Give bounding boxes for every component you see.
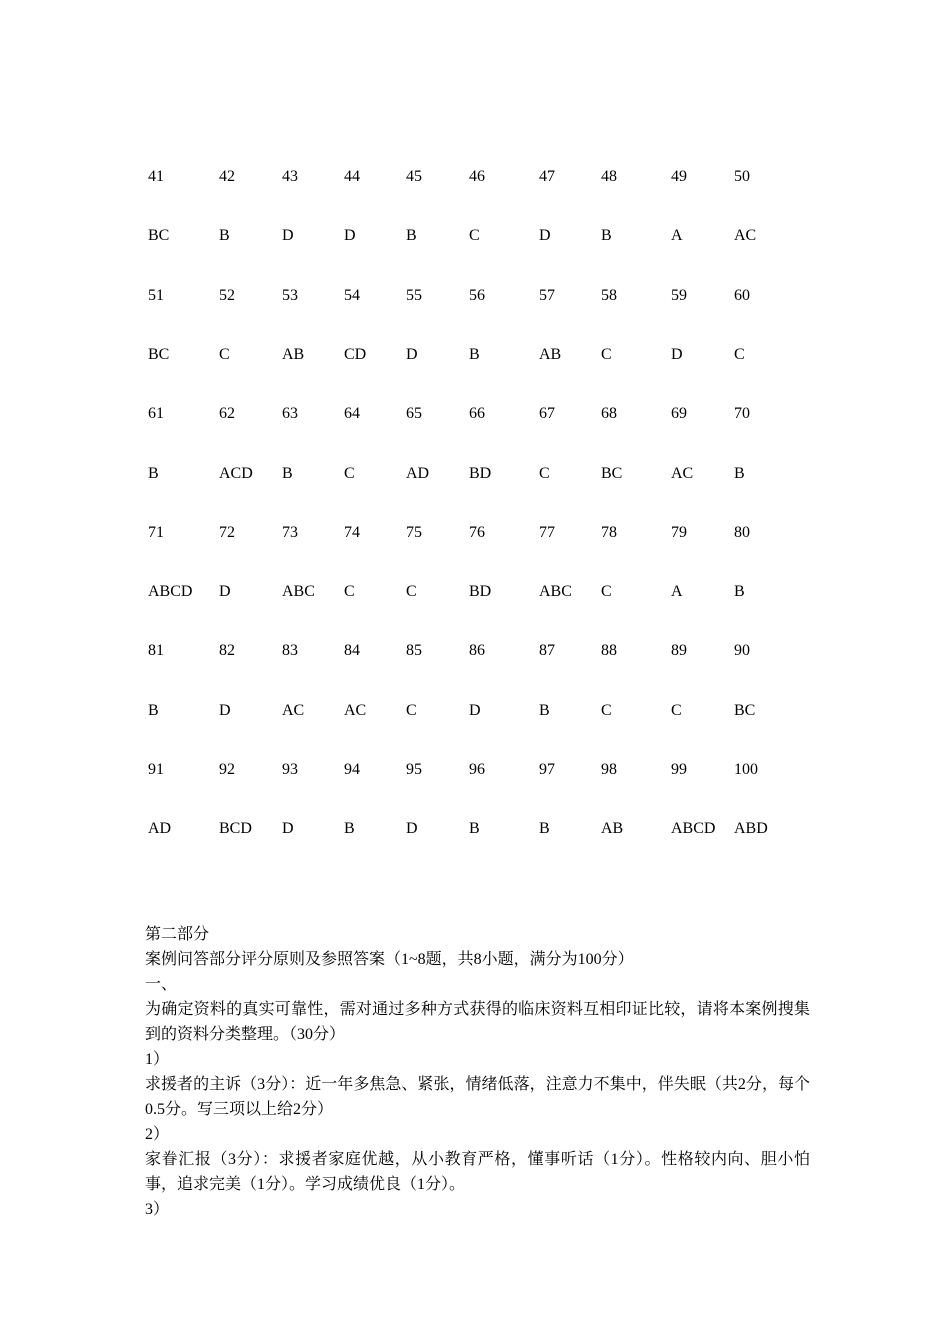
answer-cell: D <box>344 227 356 245</box>
question-number-cell: 99 <box>671 761 687 778</box>
question-number-cell: 55 <box>406 286 422 304</box>
question-number: 一、 <box>145 976 178 993</box>
answer-cell: D <box>282 227 294 245</box>
question-number-cell: 91 <box>148 761 164 778</box>
question-number-cell: 57 <box>539 286 555 304</box>
question-text: 为确定资料的真实可靠性，需对通过多种方式获得的临床资料互相印证比较，请将本案例搜集到的资料分类整理。（30分） <box>145 1001 810 1043</box>
answer-cell: D <box>406 820 418 838</box>
answer-cell: AD <box>406 464 430 482</box>
question-number-cell: 72 <box>219 523 235 541</box>
question-number-cell: 71 <box>148 523 164 541</box>
part-title: 第二部分 <box>145 926 210 943</box>
answer-cell: BC <box>148 345 170 363</box>
item-1-label: 1） <box>145 1051 170 1068</box>
item-3-label: 3） <box>145 1201 170 1218</box>
answer-cell: C <box>601 583 612 601</box>
answer-cell: C <box>734 345 745 363</box>
answer-row <box>0 581 950 603</box>
answer-cell: D <box>469 701 481 719</box>
answer-cell: B <box>406 227 417 245</box>
answer-row <box>0 344 950 366</box>
answer-cell: B <box>282 464 293 482</box>
question-number-cell: 59 <box>671 286 687 304</box>
question-number-cell: 65 <box>406 405 422 423</box>
question-number-row <box>0 285 950 307</box>
item-2-text: 家眷汇报（3分）：求援者家庭优越，从小教育严格，懂事听话（1分）。性格较内向、胆小怕事，追求完美（1分）。学习成绩优良（1分）。 <box>145 1151 810 1193</box>
answer-cell: BD <box>469 464 492 482</box>
question-number-cell: 61 <box>148 405 164 423</box>
question-number-cell: 81 <box>148 642 164 660</box>
answer-cell: BC <box>148 227 170 245</box>
question-number-cell: 47 <box>539 168 555 185</box>
question-number-cell: 41 <box>148 168 164 185</box>
question-number-cell: 70 <box>734 405 750 423</box>
answer-cell: B <box>148 464 159 482</box>
answer-cell: AD <box>148 820 172 838</box>
answer-cell: C <box>539 464 550 482</box>
answer-cell: AB <box>282 345 305 363</box>
question-number-cell: 93 <box>282 761 298 778</box>
question-number-cell: 98 <box>601 761 617 778</box>
answer-cell: AC <box>282 701 305 719</box>
question-number-cell: 53 <box>282 286 298 304</box>
answer-cell: B <box>601 227 612 245</box>
question-number-cell: 84 <box>344 642 360 660</box>
question-number-cell: 60 <box>734 286 750 304</box>
question-number-cell: 63 <box>282 405 298 423</box>
question-number-cell: 52 <box>219 286 235 304</box>
answer-cell: C <box>601 701 612 719</box>
answer-row <box>0 818 950 840</box>
question-number-cell: 56 <box>469 286 485 304</box>
question-number-cell: 75 <box>406 523 422 541</box>
question-number-cell: 73 <box>282 523 298 541</box>
question-number-row <box>0 759 950 781</box>
question-number-cell: 66 <box>469 405 485 423</box>
answer-cell: C <box>344 464 355 482</box>
answer-cell: B <box>734 464 745 482</box>
question-number-cell: 67 <box>539 405 555 423</box>
question-number-cell: 94 <box>344 761 360 778</box>
answer-cell: BCD <box>219 820 252 838</box>
answer-cell: B <box>344 820 355 838</box>
answer-cell: B <box>469 345 480 363</box>
answer-cell: B <box>539 820 550 838</box>
answer-cell: D <box>282 820 294 838</box>
question-number-cell: 44 <box>344 168 360 185</box>
answer-cell: BC <box>734 701 756 719</box>
answer-cell: ABCD <box>148 583 193 601</box>
question-number-cell: 82 <box>219 642 235 660</box>
answer-cell: ABC <box>539 583 572 601</box>
question-number-cell: 100 <box>734 761 758 778</box>
section-subtitle: 案例问答部分评分原则及参照答案（1~8题，共8小题，满分为100分） <box>145 951 634 968</box>
question-number-row <box>0 166 950 188</box>
question-number-cell: 74 <box>344 523 360 541</box>
question-number-cell: 88 <box>601 642 617 660</box>
answer-cell: C <box>406 583 417 601</box>
item-2-label: 2） <box>145 1126 170 1143</box>
answer-row <box>0 463 950 485</box>
answer-cell: B <box>469 820 480 838</box>
question-number-row <box>0 640 950 662</box>
answer-cell: BD <box>469 583 492 601</box>
answer-cell: AC <box>671 464 694 482</box>
question-number-cell: 43 <box>282 168 298 185</box>
question-number-row <box>0 522 950 544</box>
question-number-cell: 77 <box>539 523 555 541</box>
question-number-cell: 54 <box>344 286 360 304</box>
answer-cell: C <box>344 583 355 601</box>
answer-cell: AC <box>344 701 367 719</box>
question-number-cell: 58 <box>601 286 617 304</box>
item-1-text: 求援者的主诉（3分）：近一年多焦急、紧张，情绪低落，注意力不集中，伴失眠（共2分，每个0.5分。写三项以上给2分） <box>145 1076 810 1118</box>
question-number-cell: 68 <box>601 405 617 423</box>
question-number-cell: 76 <box>469 523 485 541</box>
question-number-cell: 97 <box>539 761 555 778</box>
question-number-cell: 51 <box>148 286 164 304</box>
answer-cell: A <box>671 227 683 245</box>
question-number-cell: 62 <box>219 405 235 423</box>
question-number-cell: 48 <box>601 168 617 185</box>
case-answer-section <box>145 922 810 1222</box>
question-number-cell: 89 <box>671 642 687 660</box>
question-number-cell: 42 <box>219 168 235 185</box>
answer-cell: B <box>219 227 230 245</box>
answer-cell: D <box>406 345 418 363</box>
question-number-cell: 85 <box>406 642 422 660</box>
question-number-cell: 49 <box>671 168 687 185</box>
answer-cell: B <box>539 701 550 719</box>
question-number-cell: 46 <box>469 168 485 185</box>
answer-cell: B <box>148 701 159 719</box>
question-number-cell: 86 <box>469 642 485 660</box>
question-number-cell: 90 <box>734 642 750 660</box>
question-number-cell: 50 <box>734 168 750 185</box>
answer-cell: AB <box>539 345 562 363</box>
question-number-cell: 80 <box>734 523 750 541</box>
answer-cell: C <box>406 701 417 719</box>
question-number-cell: 96 <box>469 761 485 778</box>
answer-cell: C <box>469 227 480 245</box>
question-number-cell: 87 <box>539 642 555 660</box>
answer-cell: A <box>671 583 683 601</box>
answer-cell: D <box>219 701 231 719</box>
question-number-row <box>0 403 950 425</box>
question-number-cell: 83 <box>282 642 298 660</box>
answer-row <box>0 700 950 722</box>
answer-cell: D <box>671 345 683 363</box>
question-number-cell: 78 <box>601 523 617 541</box>
question-number-cell: 79 <box>671 523 687 541</box>
question-number-cell: 69 <box>671 405 687 423</box>
question-number-cell: 95 <box>406 761 422 778</box>
answer-cell: D <box>219 583 231 601</box>
answer-cell: C <box>601 345 612 363</box>
answer-cell: ACD <box>219 464 253 482</box>
question-number-cell: 45 <box>406 168 422 185</box>
question-number-cell: 64 <box>344 405 360 423</box>
answer-cell: BC <box>601 464 623 482</box>
answer-cell: AB <box>601 820 624 838</box>
answer-row <box>0 225 950 247</box>
answer-cell: D <box>539 227 551 245</box>
question-number-cell: 92 <box>219 761 235 778</box>
answer-cell: AC <box>734 227 757 245</box>
answer-cell: ABC <box>282 583 315 601</box>
answer-cell: C <box>671 701 682 719</box>
answer-cell: ABCD <box>671 820 716 838</box>
answer-cell: ABD <box>734 820 768 838</box>
answer-cell: B <box>734 583 745 601</box>
answer-cell: CD <box>344 345 367 363</box>
answer-cell: C <box>219 345 230 363</box>
